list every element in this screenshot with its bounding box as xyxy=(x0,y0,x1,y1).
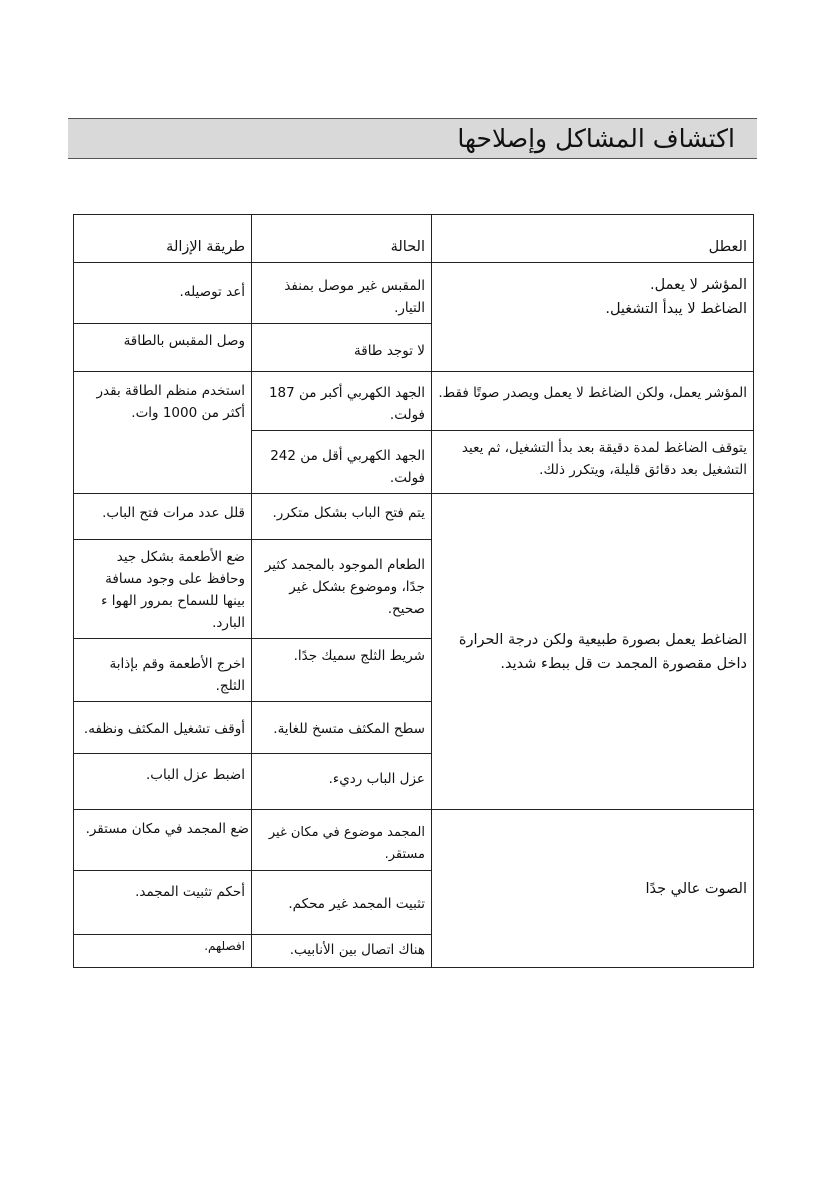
condition-cell: المجمد موضوع في مكان غير مستقر. xyxy=(252,810,432,871)
condition-cell: تثبيت المجمد غير محكم. xyxy=(252,871,432,935)
troubleshooting-table xyxy=(73,214,754,968)
condition-cell: هناك اتصال بين الأنابيب. xyxy=(252,935,432,968)
remedy-cell: أعد توصيله. xyxy=(74,263,252,324)
header-condition: الحالة xyxy=(252,215,432,263)
remedy-cell: استخدم منظم الطاقة بقدر أكثر من 1000 وات. xyxy=(74,372,252,494)
condition-cell: الجهد الكهربي أكبر من 187 فولت. xyxy=(252,372,432,431)
header-fault: العطل xyxy=(432,215,754,263)
fault-cell: الصوت عالي جدًا xyxy=(432,810,754,968)
fault-cell: المؤشر يعمل، ولكن الضاغط لا يعمل ويصدر صوتًا فقط. xyxy=(432,372,754,431)
table-row xyxy=(74,372,754,431)
remedy-cell: اخرج الأطعمة وقم بإذابة الثلج. xyxy=(74,639,252,702)
condition-cell: يتم فتح الباب بشكل متكرر. xyxy=(252,494,432,540)
remedy-cell: وصل المقبس بالطاقة xyxy=(74,324,252,372)
condition-cell: عزل الباب رديء. xyxy=(252,754,432,810)
table-row xyxy=(74,263,754,324)
condition-cell: الجهد الكهربي أقل من 242 فولت. xyxy=(252,431,432,494)
remedy-cell: اضبط عزل الباب. xyxy=(74,754,252,810)
remedy-cell: ضع المجمد في مكان مستقر. xyxy=(74,810,252,871)
condition-cell: لا توجد طاقة xyxy=(252,324,432,372)
fault-cell: الضاغط يعمل بصورة طبيعية ولكن درجة الحرارة داخل مقصورة المجمد ت قل ببطء شديد. xyxy=(432,494,754,810)
remedy-cell: أوقف تشغيل المكثف ونظفه. xyxy=(74,702,252,754)
header-remedy: طريقة الإزالة xyxy=(74,215,252,263)
remedy-cell: ضع الأطعمة بشكل جيد وحافظ على وجود مسافة بينها للسماح بمرور الهوا ء البارد. xyxy=(74,540,252,639)
fault-cell: يتوقف الضاغط لمدة دقيقة بعد بدأ التشغيل، ثم يعيد التشغيل بعد دقائق قليلة، ويتكرر ذلك. xyxy=(432,431,754,494)
condition-cell: الطعام الموجود بالمجمد كثير جدًا، وموضوع بشكل غير صحيح. xyxy=(252,540,432,639)
condition-cell: سطح المكثف متسخ للغاية. xyxy=(252,702,432,754)
page-title: اكتشاف المشاكل وإصلاحها xyxy=(457,124,735,153)
table-row xyxy=(74,810,754,871)
remedy-cell: أحكم تثبيت المجمد. xyxy=(74,871,252,935)
table-row xyxy=(74,494,754,540)
remedy-cell: قلل عدد مرات فتح الباب. xyxy=(74,494,252,540)
condition-cell: المقبس غير موصل بمنفذ التيار. xyxy=(252,263,432,324)
table-header-row xyxy=(74,215,754,263)
section-header xyxy=(68,118,757,159)
remedy-cell: افصلهم. xyxy=(74,935,252,968)
fault-cell: المؤشر لا يعمل. الضاغط لا يبدأ التشغيل. xyxy=(432,263,754,372)
condition-cell: شريط الثلج سميك جدًا. xyxy=(252,639,432,702)
